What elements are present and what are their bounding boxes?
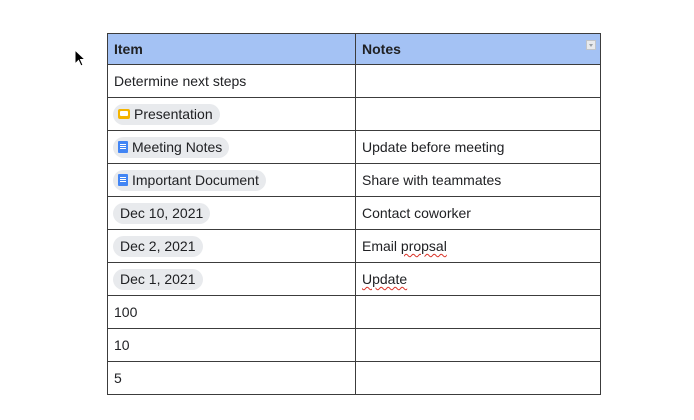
table-header-row [108, 34, 601, 65]
table-row [108, 296, 601, 329]
notes-cell[interactable] [356, 329, 601, 362]
mouse-pointer-icon [74, 49, 86, 67]
item-cell[interactable] [108, 65, 356, 98]
chip-label: Dec 1, 2021 [120, 270, 196, 287]
notes-cell[interactable] [356, 263, 601, 296]
google-docs-icon [118, 141, 128, 153]
table-row [108, 65, 601, 98]
chip-label: Meeting Notes [132, 138, 223, 155]
notes-cell[interactable] [356, 362, 601, 395]
item-cell[interactable] [108, 197, 356, 230]
cell-text: Email [362, 238, 401, 254]
notes-cell[interactable] [356, 164, 601, 197]
date-chip[interactable] [113, 269, 203, 290]
file-chip-meeting-notes[interactable] [113, 137, 229, 158]
table-row [108, 197, 601, 230]
chip-label: Important Document [132, 171, 259, 188]
cell-text: 100 [114, 304, 138, 320]
file-chip-presentation[interactable] [113, 104, 220, 125]
item-cell[interactable] [108, 131, 356, 164]
date-chip[interactable] [113, 203, 210, 224]
item-cell[interactable] [108, 263, 356, 296]
notes-cell[interactable] [356, 131, 601, 164]
table-row [108, 164, 601, 197]
cell-text: Determine next steps [114, 73, 247, 89]
date-chip[interactable] [113, 236, 203, 257]
notes-cell[interactable] [356, 197, 601, 230]
chip-label: Presentation [134, 105, 213, 122]
table-row [108, 230, 601, 263]
header-item[interactable]: Item [108, 34, 356, 65]
notes-cell[interactable] [356, 98, 601, 131]
cell-text: Contact coworker [362, 205, 471, 221]
filter-dropdown-icon[interactable] [586, 40, 596, 50]
file-chip-important-document[interactable] [113, 170, 266, 191]
misspelled-word[interactable]: propsal [400, 238, 447, 254]
item-cell[interactable] [108, 164, 356, 197]
notes-cell[interactable] [356, 65, 601, 98]
item-cell[interactable] [108, 98, 356, 131]
notes-cell[interactable] [356, 296, 601, 329]
item-cell[interactable] [108, 230, 356, 263]
google-slides-icon [118, 109, 130, 119]
item-cell[interactable] [108, 362, 356, 395]
notes-cell[interactable] [356, 230, 601, 263]
table-row [108, 329, 601, 362]
misspelled-word[interactable]: Update [362, 271, 408, 287]
item-cell[interactable] [108, 296, 356, 329]
table-row [108, 362, 601, 395]
cell-text: Share with teammates [362, 172, 502, 188]
chip-label: Dec 10, 2021 [120, 204, 204, 221]
table-row [108, 98, 601, 131]
cell-text: 10 [114, 337, 130, 353]
table-row [108, 131, 601, 164]
items-table[interactable] [107, 33, 601, 395]
table-row [108, 263, 601, 296]
google-docs-icon [118, 174, 128, 186]
item-cell[interactable] [108, 329, 356, 362]
chip-label: Dec 2, 2021 [120, 237, 196, 254]
header-notes[interactable]: Notes [356, 34, 601, 65]
cell-text: 5 [114, 370, 122, 386]
cell-text: Update before meeting [362, 139, 505, 155]
